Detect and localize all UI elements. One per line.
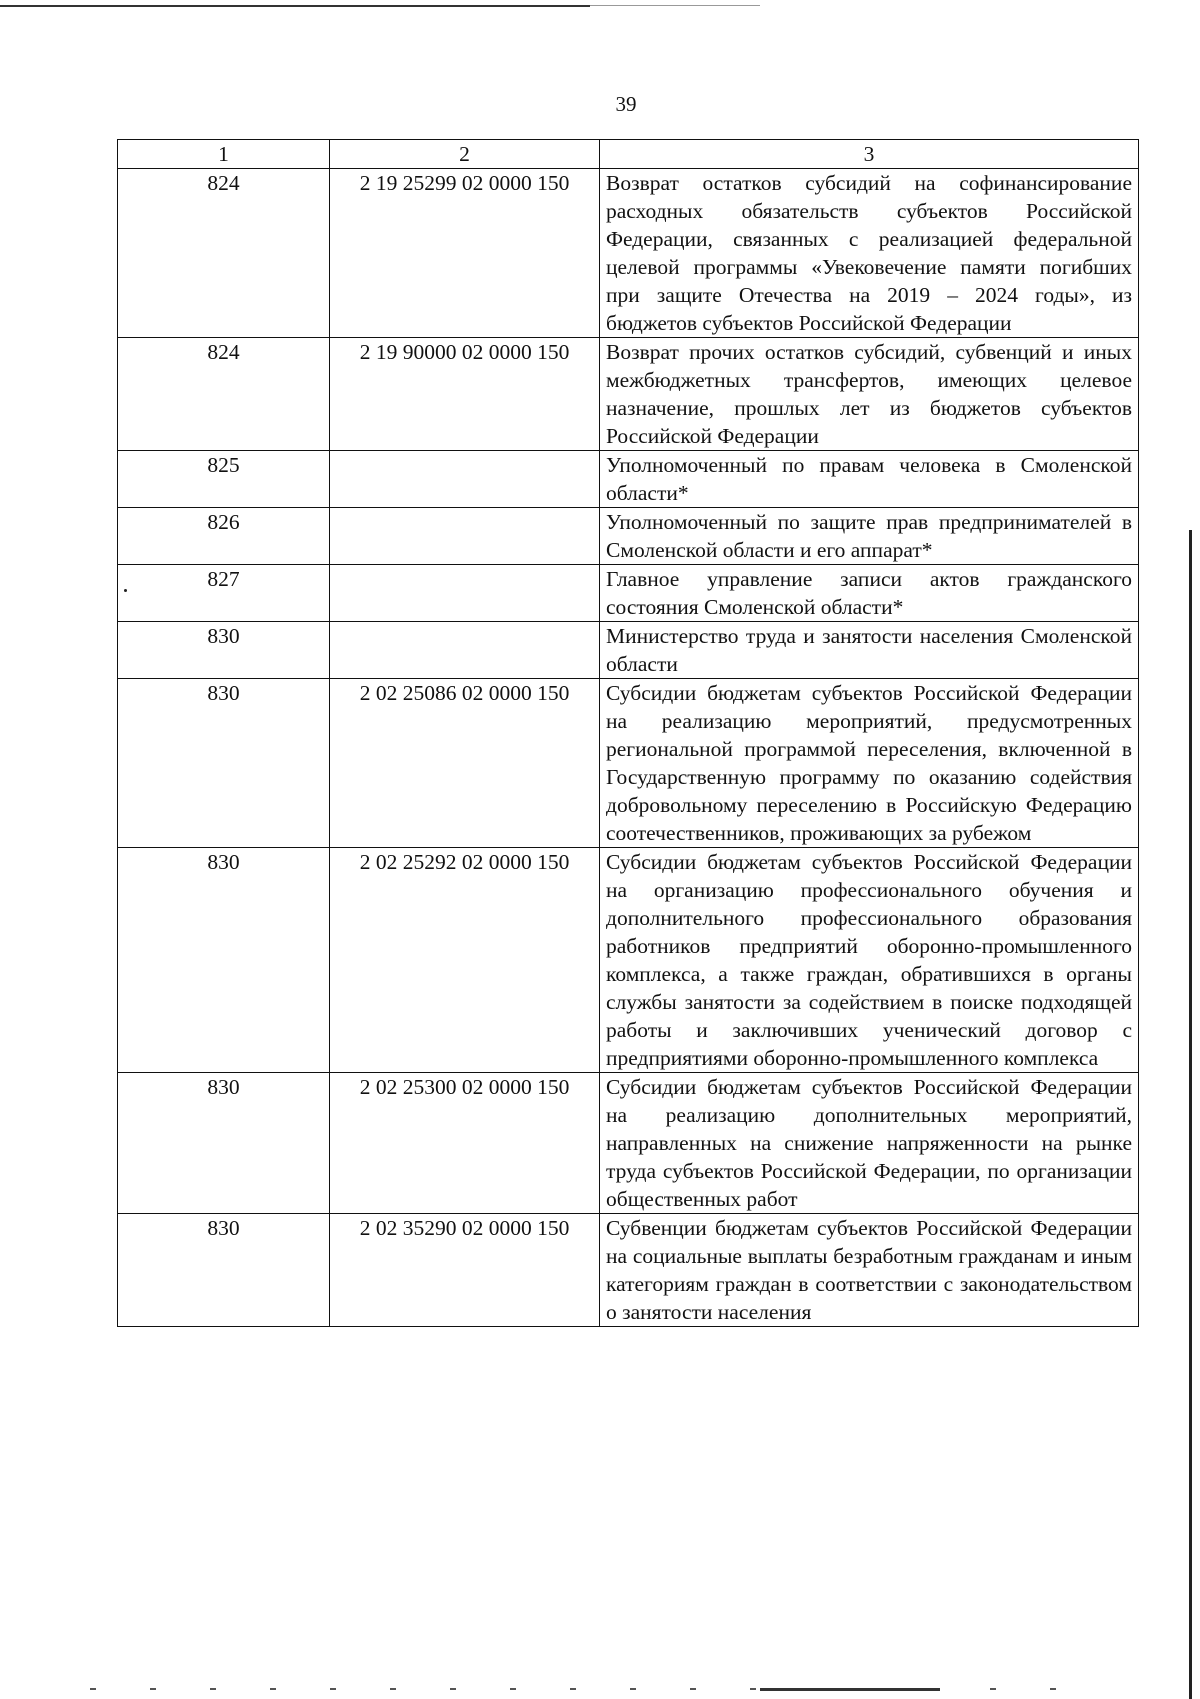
table-row (118, 508, 1139, 565)
table-row (118, 565, 1139, 622)
admin-code-cell: 830 (118, 1214, 330, 1327)
kbk-code-cell (330, 565, 600, 622)
description-cell: Возврат прочих остатков субсидий, субвенций и иных межбюджетных трансфертов, имеющих целевое назначение, прошлых лет из бюджетов субъектов Российской Федерации (600, 338, 1139, 451)
column-header-3: 3 (600, 140, 1139, 169)
admin-code-cell: 830 (118, 1073, 330, 1214)
description-cell: Уполномоченный по защите прав предпринимателей в Смоленской области и его аппарат* (600, 508, 1139, 565)
table-row (118, 338, 1139, 451)
admin-code-cell: 824 (118, 169, 330, 338)
description-cell: Субсидии бюджетам субъектов Российской Федерации на реализацию мероприятий, предусмотренных региональной программой переселения, включенной в Государственную программу по оказанию содействия добровольному переселению в Российскую Федерацию соотечественников, проживающих за рубежом (600, 679, 1139, 848)
kbk-code-cell (330, 451, 600, 508)
table-row (118, 169, 1139, 338)
description-cell: Субсидии бюджетам субъектов Российской Федерации на организацию профессионального обучения и дополнительного профессионального образования работников предприятий оборонно-промышленного комплекса, а также граждан, обратившихся в органы службы занятости за содействием в поиске подходящей работы и заключивших ученический договор с предприятиями оборонно-промышленного комплекса (600, 848, 1139, 1073)
admin-code-cell: 826 (118, 508, 330, 565)
scan-edge-line (1189, 530, 1192, 1699)
scan-artifact (90, 1688, 1090, 1690)
column-header-2: 2 (330, 140, 600, 169)
kbk-code-cell: 2 02 25300 02 0000 150 (330, 1073, 600, 1214)
description-cell: Возврат остатков субсидий на софинансирование расходных обязательств субъектов Российской Федерации, связанных с реализацией федеральной целевой программы «Увековечение памяти погибших при защите Отечества на 2019 – 2024 годы», из бюджетов субъектов Российской Федерации (600, 169, 1139, 338)
kbk-code-cell: 2 19 25299 02 0000 150 (330, 169, 600, 338)
admin-code-cell: 830 (118, 848, 330, 1073)
table-row (118, 622, 1139, 679)
table-row (118, 451, 1139, 508)
scan-artifact (760, 1688, 940, 1691)
admin-code-cell: 825 (118, 451, 330, 508)
admin-code-cell: 830 (118, 622, 330, 679)
budget-classification-table (117, 139, 1139, 1327)
admin-code-cell: 827 (118, 565, 330, 622)
kbk-code-cell: 2 02 25292 02 0000 150 (330, 848, 600, 1073)
description-cell: Субсидии бюджетам субъектов Российской Федерации на реализацию дополнительных мероприятий, направленных на снижение напряженности на рынке труда субъектов Российской Федерации, по организации общественных работ (600, 1073, 1139, 1214)
table-row (118, 679, 1139, 848)
description-cell: Министерство труда и занятости населения Смоленской области (600, 622, 1139, 679)
kbk-code-cell: 2 19 90000 02 0000 150 (330, 338, 600, 451)
kbk-code-cell: 2 02 25086 02 0000 150 (330, 679, 600, 848)
scan-edge-line (0, 5, 590, 7)
description-cell: Субвенции бюджетам субъектов Российской Федерации на социальные выплаты безработным гражданам и иным категориям граждан в соответствии с законодательством о занятости населения (600, 1214, 1139, 1327)
table-row (118, 848, 1139, 1073)
admin-code-cell: 830 (118, 679, 330, 848)
scan-edge-line (590, 5, 760, 6)
kbk-code-cell (330, 622, 600, 679)
kbk-code-cell (330, 508, 600, 565)
column-header-1: 1 (118, 140, 330, 169)
kbk-code-cell: 2 02 35290 02 0000 150 (330, 1214, 600, 1327)
admin-code-cell: 824 (118, 338, 330, 451)
description-cell: Уполномоченный по правам человека в Смоленской области* (600, 451, 1139, 508)
page-number: 39 (615, 92, 637, 116)
table-row (118, 1073, 1139, 1214)
table-row (118, 1214, 1139, 1327)
description-cell: Главное управление записи актов гражданского состояния Смоленской области* (600, 565, 1139, 622)
table-header-row (118, 140, 1139, 169)
